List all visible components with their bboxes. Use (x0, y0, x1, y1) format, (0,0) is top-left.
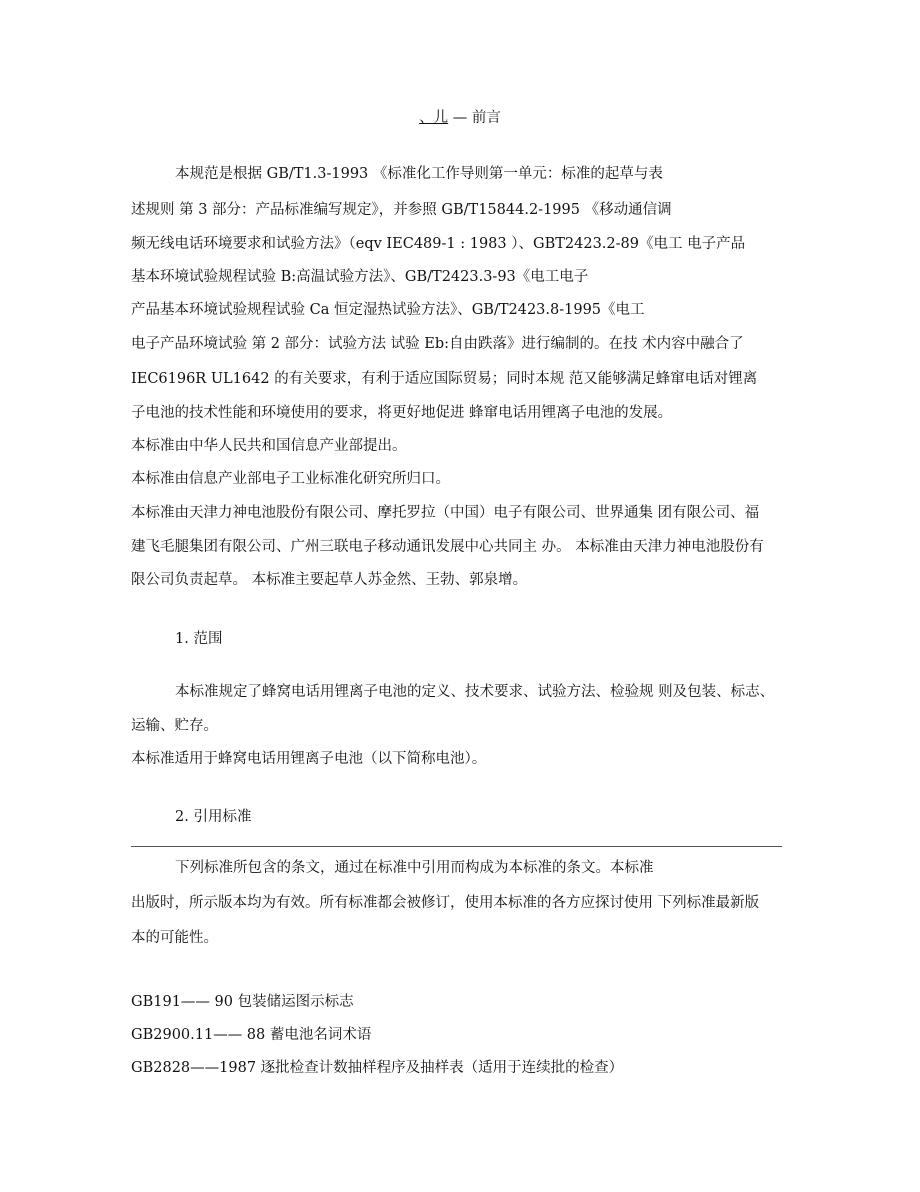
preface-line: 述规则 第 3 部分：产品标准编写规定》，并参照 GB/T15844.2-1995 《移动通信调 (131, 202, 672, 218)
preface-line: 本规范是根据 GB/T1.3-1993 《标准化工作导则第一单元：标准的起草与表 (175, 166, 663, 182)
title-prefix: 、儿 (419, 110, 449, 126)
preface-line: 频无线电话环境要求和试验方法》（eqv IEC489-1 : 1983 ）、GBT2423.2-89《电工 电子产品 (131, 236, 746, 252)
reference-item: GB191—— 90 包装储运图示标志 (131, 994, 354, 1010)
section-1-line: 运输、贮存。 (131, 718, 218, 734)
reference-item: GB2828——1987 逐批检查计数抽样程序及抽样表（适用于连续批的检查） (131, 1060, 624, 1076)
preface-line: 限公司负责起草。 本标准主要起草人苏金然、王勃、郭泉增。 (131, 572, 528, 588)
title-text: 前言 (471, 110, 501, 126)
section-1-line: 本标准适用于蜂窝电话用锂离子电池（以下简称电池）。 (131, 751, 487, 767)
preface-line: 产品基本环境试验规程试验 Ca 恒定湿热试验方法》、GB/T2423.8-1995《电工 (131, 302, 645, 318)
section-1-line: 本标准规定了蜂窝电话用锂离子电池的定义、技术要求、试验方法、检验规 则及包装、标志、 (175, 684, 775, 700)
preface-line: 本标准由信息产业部电子工业标准化研究所归口。 (131, 471, 450, 487)
section-2-heading: 2. 引用标准 (175, 809, 252, 825)
preface-line: 建飞毛腿集团有限公司、广州三联电子移动通讯发展中心共同主 办。 本标准由天津力神电池股份有 (131, 539, 764, 555)
preface-line: 本标准由中华人民共和国信息产业部提出。 (131, 438, 407, 454)
preface-line: 电子产品环境试验 第 2 部分：试验方法 试验 Eb:自由跌落》进行编制的。在技 术内容中融合了 (131, 336, 744, 352)
section-2-line: 本的可能性。 (131, 930, 218, 946)
preface-line: 本标准由天津力神电池股份有限公司、摩托罗拉（中国）电子有限公司、世界通集 团有限公司、福 (131, 505, 760, 521)
preface-line: IEC6196R UL1642 的有关要求，有利于适应国际贸易；同时本规 范又能够满足蜂窜电话对锂离 (131, 371, 758, 387)
reference-item: GB2900.11—— 88 蓄电池名词术语 (131, 1027, 372, 1043)
section-1-heading: 1. 范围 (175, 631, 223, 647)
section-divider (131, 846, 782, 847)
preface-line: 基本环境试验规程试验 B:高温试验方法》、GB/T2423.3-93《电工电子 (131, 269, 589, 285)
preface-line: 子电池的技术性能和环境使用的要求，将更好地促进 蜂窜电话用锂离子电池的发展。 (131, 405, 673, 421)
section-2-line: 下列标准所包含的条文，通过在标准中引用而构成为本标准的条文。本标准 (175, 860, 654, 876)
page-title (0, 108, 920, 128)
title-dash: — (448, 110, 472, 126)
section-2-line: 出版时，所示版本均为有效。所有标准都会被修订，使用本标准的各方应探讨使用 下列标准最新版 (131, 895, 760, 911)
